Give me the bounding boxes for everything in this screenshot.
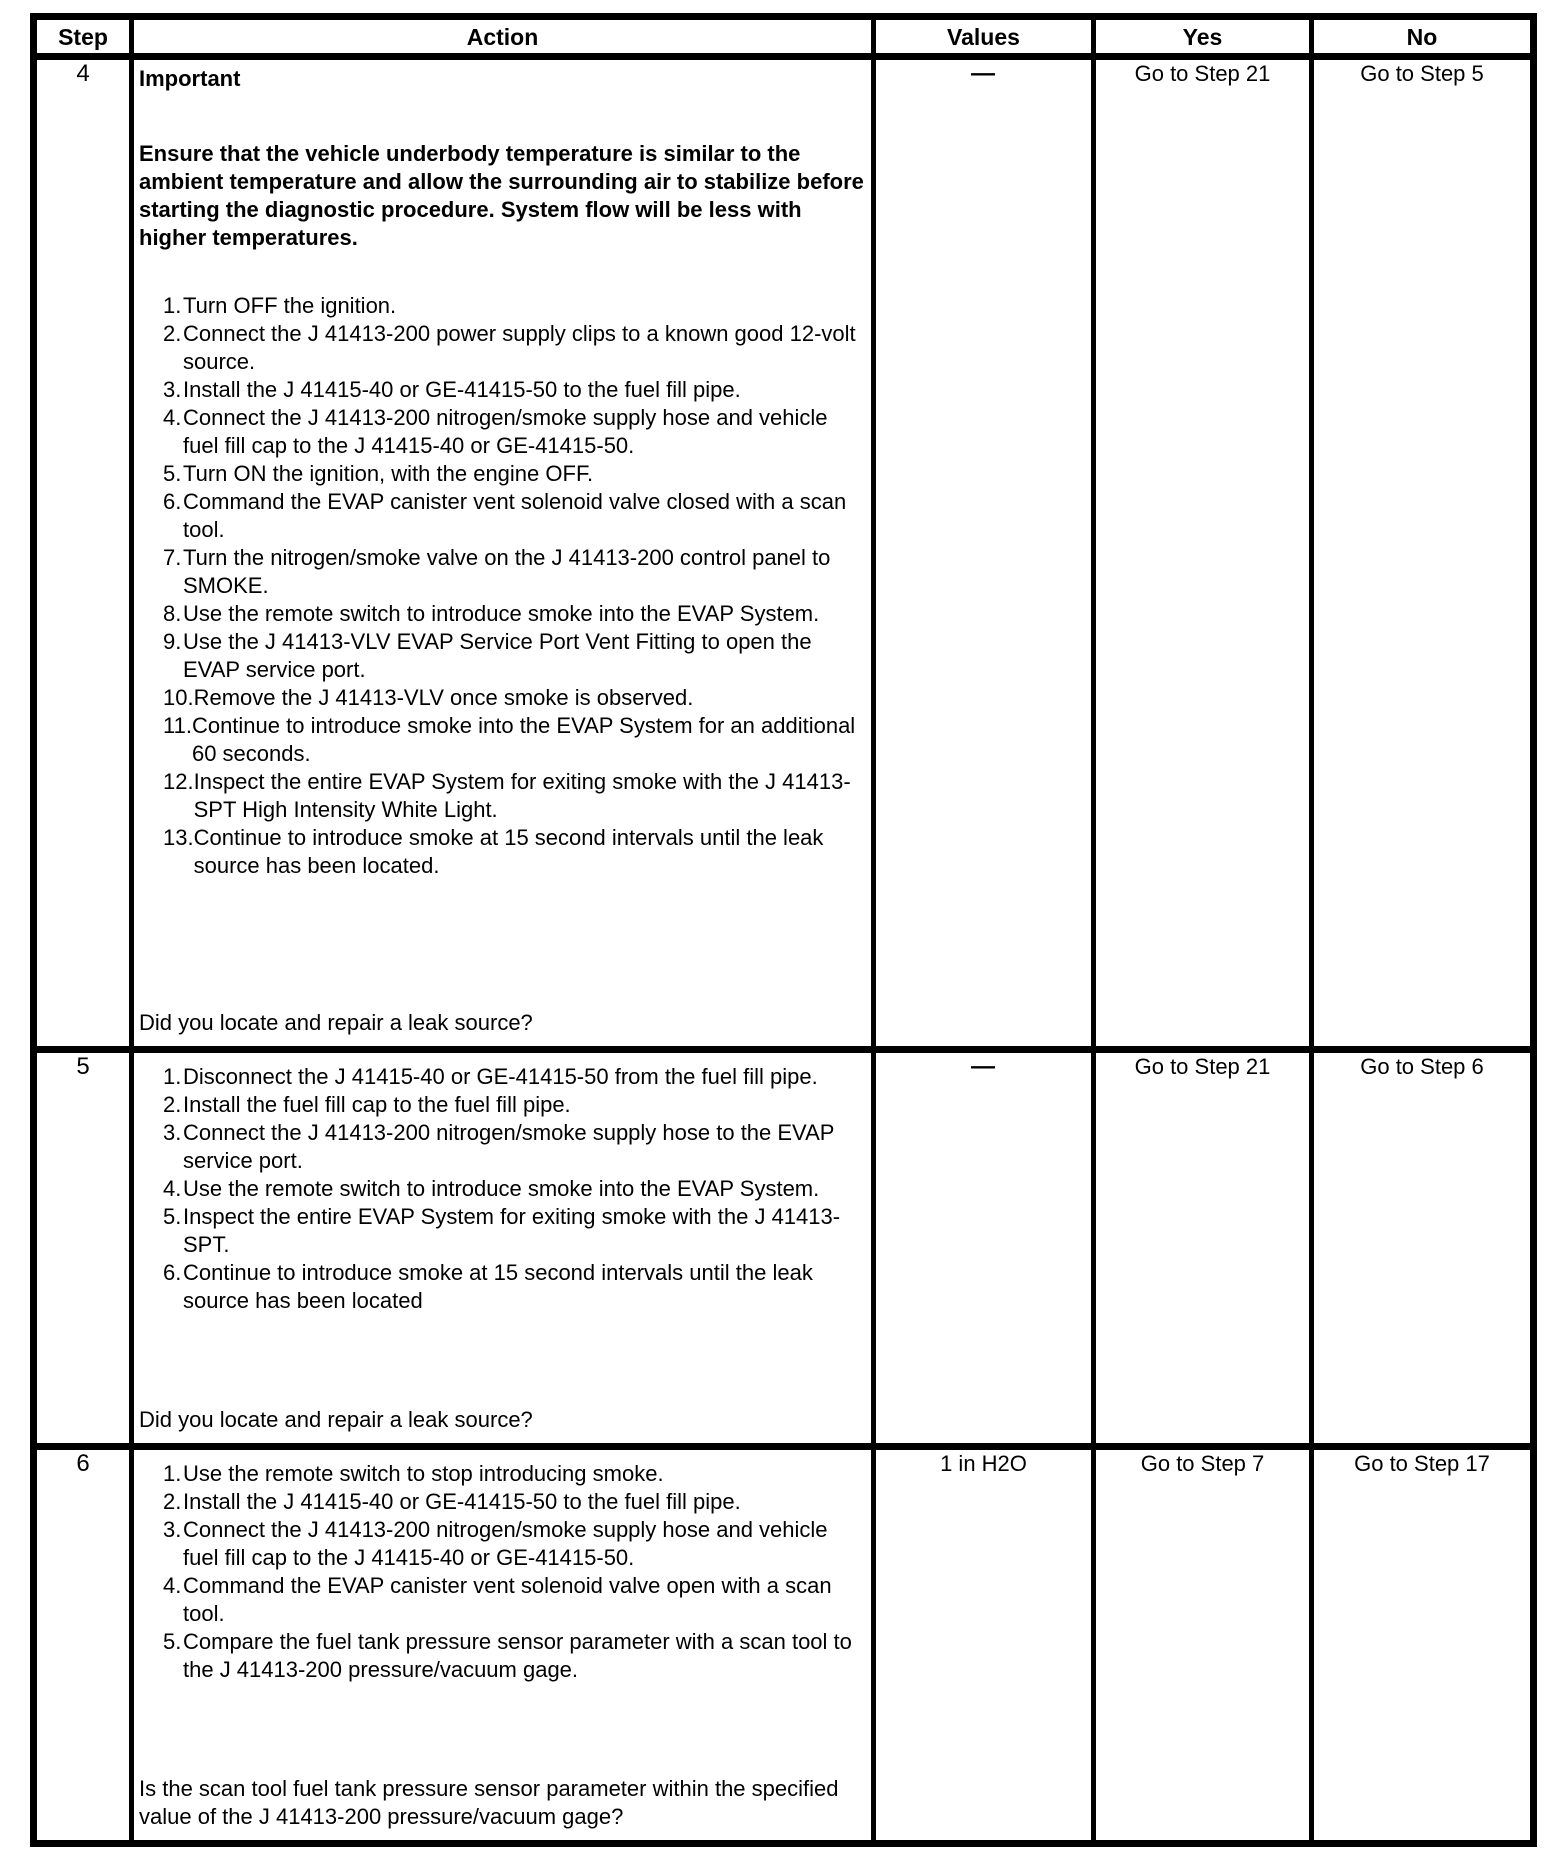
list-item bbox=[139, 1572, 867, 1628]
yes-goto-text: Go to Step 21 bbox=[1134, 61, 1271, 86]
list-item-text: Use the remote switch to introduce smoke into the EVAP System. bbox=[183, 1176, 820, 1201]
list-item bbox=[139, 1628, 867, 1684]
list-item bbox=[139, 824, 867, 880]
yes-goto-text: Go to Step 7 bbox=[1140, 1451, 1265, 1476]
list-item-text: Continue to introduce smoke into the EVAP System for an additional 60 seconds. bbox=[191, 713, 856, 766]
list-item-text: Inspect the entire EVAP System for exiting smoke with the J 41413-SPT High Intensity White Light. bbox=[193, 769, 851, 822]
no-cell bbox=[1312, 1050, 1534, 1447]
list-item-text: Turn ON the ignition, with the engine OFF. bbox=[183, 461, 594, 486]
values-cell bbox=[874, 1447, 1094, 1844]
list-item-text: Inspect the entire EVAP System for exiting smoke with the J 41413-SPT. bbox=[183, 1204, 841, 1257]
yes-goto-text: Go to Step 21 bbox=[1134, 1054, 1271, 1079]
list-item-number: 6. bbox=[163, 1260, 182, 1285]
question-text: Did you locate and repair a leak source? bbox=[139, 1407, 533, 1432]
list-item-text: Install the J 41415-40 or GE-41415-50 to the fuel fill pipe. bbox=[183, 377, 741, 402]
diagnostic-table bbox=[30, 13, 1537, 1847]
header-action: Action bbox=[132, 17, 874, 57]
action-cell bbox=[132, 57, 874, 1050]
list-item bbox=[139, 628, 867, 684]
yes-cell bbox=[1094, 1447, 1312, 1844]
values-text: — bbox=[971, 60, 996, 87]
list-item-text: Install the fuel fill cap to the fuel fill pipe. bbox=[183, 1092, 571, 1117]
list-item-text: Compare the fuel tank pressure sensor parameter with a scan tool to the J 41413-200 pressure/vacuum gage. bbox=[183, 1629, 852, 1682]
list-item-text: Command the EVAP canister vent solenoid valve open with a scan tool. bbox=[183, 1573, 832, 1626]
values-cell bbox=[874, 57, 1094, 1050]
list-item bbox=[139, 1488, 867, 1516]
action-cell bbox=[132, 1447, 874, 1844]
list-item bbox=[139, 1091, 867, 1119]
list-item-text: Command the EVAP canister vent solenoid valve closed with a scan tool. bbox=[183, 489, 847, 542]
no-cell bbox=[1312, 57, 1534, 1050]
header-values: Values bbox=[874, 17, 1094, 57]
question-text: Did you locate and repair a leak source? bbox=[139, 1010, 533, 1035]
list-item bbox=[139, 488, 867, 544]
list-item-number: 13. bbox=[163, 825, 194, 850]
action-cell bbox=[132, 1050, 874, 1447]
step-number: 6 bbox=[34, 1447, 132, 1844]
list-item-text: Use the J 41413-VLV EVAP Service Port Vent Fitting to open the EVAP service port. bbox=[183, 629, 812, 682]
no-goto-text: Go to Step 5 bbox=[1360, 61, 1484, 86]
list-item bbox=[139, 1259, 867, 1315]
list-item bbox=[139, 1203, 867, 1259]
list-item-number: 2. bbox=[163, 1092, 182, 1117]
yes-cell bbox=[1094, 1050, 1312, 1447]
list-item-number: 1. bbox=[163, 1461, 182, 1486]
list-item-text: Turn the nitrogen/smoke valve on the J 41413-200 control panel to SMOKE. bbox=[183, 545, 831, 598]
list-item-number: 2. bbox=[163, 1489, 182, 1514]
list-item-number: 11. bbox=[163, 713, 192, 738]
list-item bbox=[139, 1460, 867, 1488]
list-item-number: 1. bbox=[163, 293, 182, 318]
list-item-number: 4. bbox=[163, 1573, 182, 1598]
list-item bbox=[139, 320, 867, 376]
list-item-number: 2. bbox=[163, 321, 182, 346]
list-item-number: 3. bbox=[163, 377, 182, 402]
list-item bbox=[139, 768, 867, 824]
yes-cell bbox=[1094, 57, 1312, 1050]
action-list bbox=[139, 292, 867, 880]
step-number: 4 bbox=[34, 57, 132, 1050]
list-item-number: 9. bbox=[163, 629, 182, 654]
list-item bbox=[139, 460, 867, 488]
no-goto-text: Go to Step 6 bbox=[1360, 1054, 1484, 1079]
important-note: Ensure that the vehicle underbody temperature is similar to the ambient temperature and allow the surrounding air to stabilize before starting the diagnostic procedure. System flow will be less with higher temperatures. bbox=[139, 141, 864, 250]
header-yes: Yes bbox=[1094, 17, 1312, 57]
list-item-text: Remove the J 41413-VLV once smoke is observed. bbox=[193, 685, 694, 710]
table-row-step-4 bbox=[34, 57, 1534, 1050]
list-item-number: 10. bbox=[163, 685, 194, 710]
header-no: No bbox=[1312, 17, 1534, 57]
list-item bbox=[139, 376, 867, 404]
list-item-text: Install the J 41415-40 or GE-41415-50 to the fuel fill pipe. bbox=[183, 1489, 741, 1514]
question-text: Is the scan tool fuel tank pressure sensor parameter within the specified value of the J 41413-200 pressure/vacuum gage? bbox=[139, 1776, 839, 1829]
no-cell bbox=[1312, 1447, 1534, 1844]
list-item bbox=[139, 1063, 867, 1091]
list-item-number: 7. bbox=[163, 545, 182, 570]
list-item-text: Use the remote switch to introduce smoke into the EVAP System. bbox=[183, 601, 820, 626]
list-item-text: Connect the J 41413-200 nitrogen/smoke supply hose to the EVAP service port. bbox=[183, 1120, 835, 1173]
list-item-number: 6. bbox=[163, 489, 182, 514]
table-header-row bbox=[34, 17, 1534, 57]
list-item bbox=[139, 1175, 867, 1203]
values-text: 1 in H2O bbox=[940, 1451, 1027, 1476]
table-row-step-6 bbox=[34, 1447, 1534, 1844]
action-list bbox=[139, 1063, 867, 1315]
list-item bbox=[139, 404, 867, 460]
list-item-number: 5. bbox=[163, 461, 182, 486]
list-item-text: Turn OFF the ignition. bbox=[183, 293, 397, 318]
no-goto-text: Go to Step 17 bbox=[1354, 1451, 1490, 1476]
list-item-number: 4. bbox=[163, 405, 182, 430]
list-item-number: 3. bbox=[163, 1517, 182, 1542]
list-item-number: 5. bbox=[163, 1629, 182, 1654]
list-item-number: 1. bbox=[163, 1064, 182, 1089]
list-item-text: Connect the J 41413-200 nitrogen/smoke supply hose and vehicle fuel fill cap to the J 41415-40 or GE-41415-50. bbox=[183, 405, 828, 458]
list-item bbox=[139, 1119, 867, 1175]
values-text: — bbox=[971, 1053, 996, 1080]
list-item bbox=[139, 712, 867, 768]
list-item-number: 3. bbox=[163, 1120, 182, 1145]
list-item-number: 5. bbox=[163, 1204, 182, 1229]
list-item-text: Connect the J 41413-200 power supply clips to a known good 12-volt source. bbox=[183, 321, 856, 374]
list-item-text: Continue to introduce smoke at 15 second intervals until the leak source has been located. bbox=[193, 825, 824, 878]
table-row-step-5 bbox=[34, 1050, 1534, 1447]
list-item-number: 8. bbox=[163, 601, 182, 626]
list-item bbox=[139, 600, 867, 628]
list-item-text: Disconnect the J 41415-40 or GE-41415-50 from the fuel fill pipe. bbox=[183, 1064, 818, 1089]
action-list bbox=[139, 1460, 867, 1684]
list-item bbox=[139, 544, 867, 600]
list-item-text: Continue to introduce smoke at 15 second intervals until the leak source has been located bbox=[183, 1260, 813, 1313]
list-item bbox=[139, 292, 867, 320]
list-item-number: 12. bbox=[163, 769, 194, 794]
list-item bbox=[139, 1516, 867, 1572]
header-step: Step bbox=[34, 17, 132, 57]
step-number: 5 bbox=[34, 1050, 132, 1447]
list-item-number: 4. bbox=[163, 1176, 182, 1201]
important-label: Important bbox=[139, 66, 241, 91]
list-item-text: Use the remote switch to stop introducing smoke. bbox=[183, 1461, 664, 1486]
list-item bbox=[139, 684, 867, 712]
values-cell bbox=[874, 1050, 1094, 1447]
list-item-text: Connect the J 41413-200 nitrogen/smoke supply hose and vehicle fuel fill cap to the J 41415-40 or GE-41415-50. bbox=[183, 1517, 828, 1570]
